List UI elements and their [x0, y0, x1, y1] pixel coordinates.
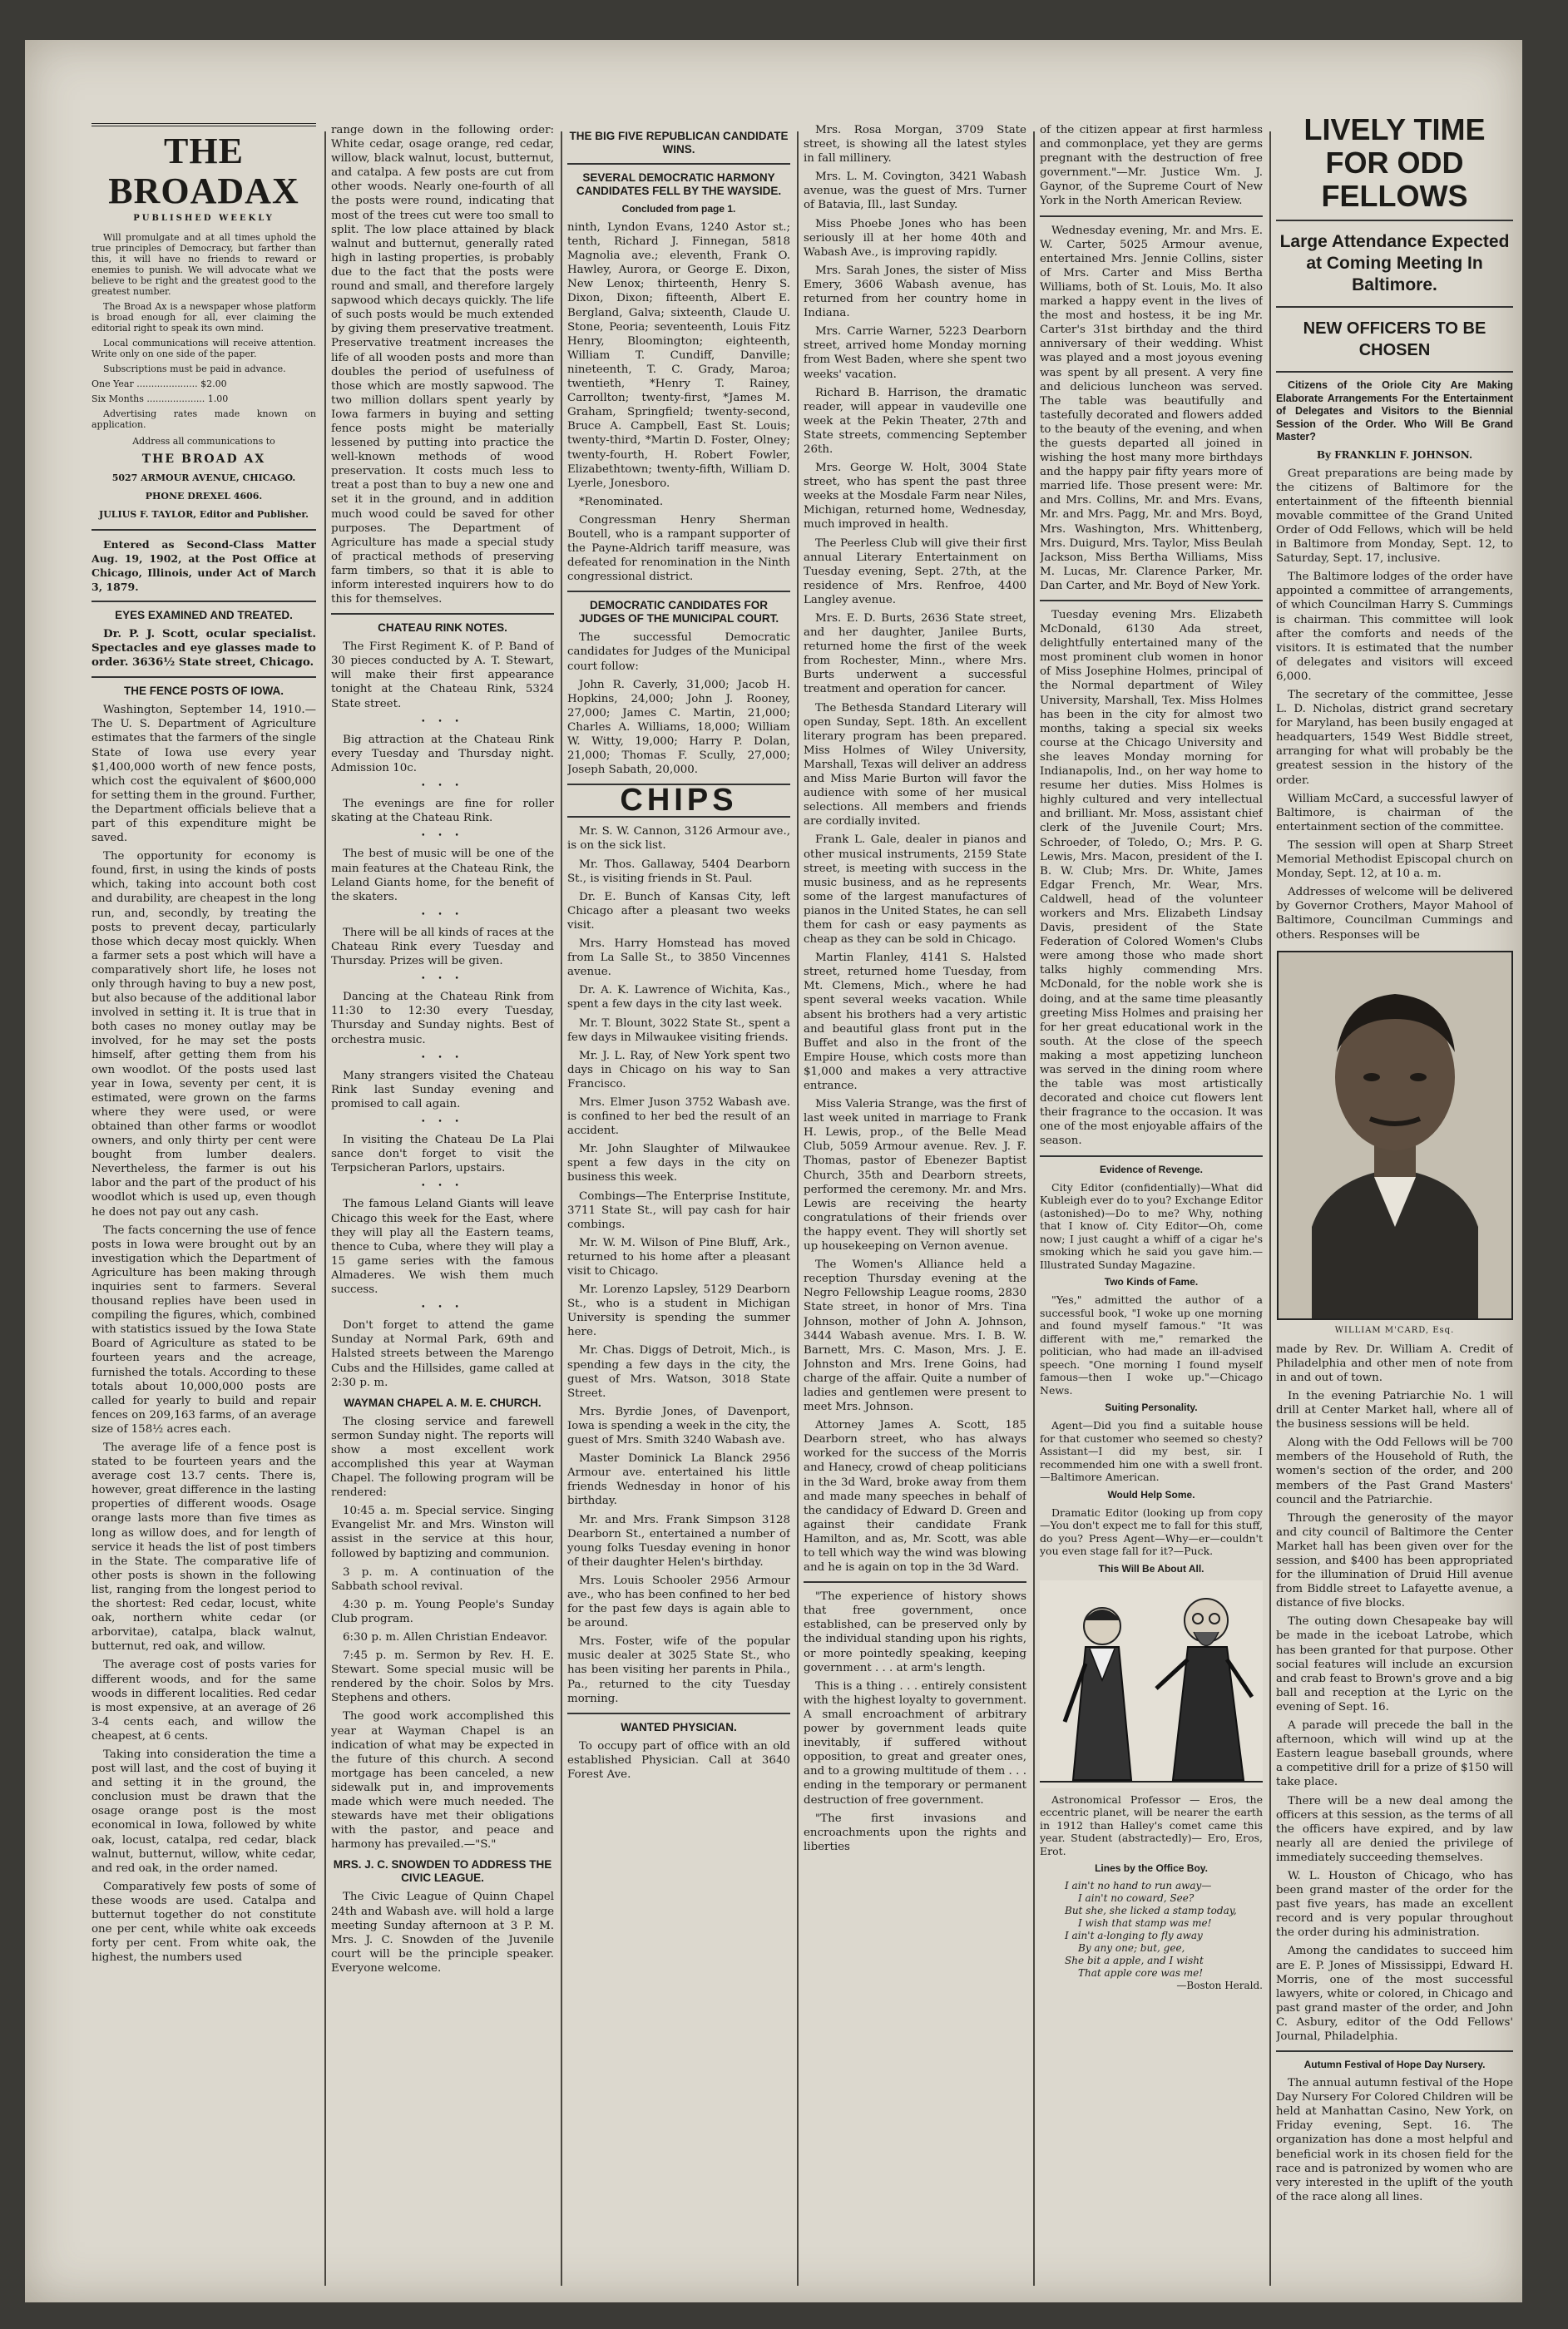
masthead-address-street: 5027 ARMOUR AVENUE, CHICAGO. — [111, 472, 296, 484]
personal-item: Mrs. E. D. Burts, 2636 State street, and her daughter, Janilee Burts, returned home the first of the week from Rochester, Minn., where Mrs. Burts underwent a successful treatment and operation for cancer. — [804, 612, 1026, 696]
odd-fellows-paragraph: William McCard, a successful lawyer of Baltimore, is chairman of the entertainment section of the committee. — [1276, 792, 1513, 833]
poem-line: I ain't no coward, See? — [1078, 1892, 1195, 1905]
chips-item: Combings—The Enterprise Institute, 3711 State St., will pay cash for hair combings. — [567, 1189, 790, 1231]
divider — [1276, 306, 1513, 308]
wayman-paragraph: The closing service and farewell sermon Sunday night. The reports will show a most excellent work accomplished this year at Wayman Chapel. The following program will be rendered: — [331, 1415, 554, 1500]
rink-note: The evenings are fine for roller skating at the Chateau Rink. — [331, 798, 554, 825]
rink-heading: CHATEAU RINK NOTES. — [378, 621, 507, 635]
chips-item: Mr. W. M. Wilson of Pine Bluff, Ark., returned to his home after a pleasant visit to Chicago. — [567, 1236, 790, 1278]
masthead-editor: JULIUS F. TAYLOR, Editor and Publisher. — [98, 509, 309, 521]
odd-fellows-paragraph: Great preparations are being made by the citizens of Baltimore for the entertainment of the fifteenth biennial movable committee of the Grand United Order of Odd Fellows, which will be held in Baltimore from Monday, Sept. 12, to Saturday, Sept. 17, inclusive. — [1276, 467, 1513, 566]
judges-heading: DEMOCRATIC CANDIDATES FOR JUDGES OF THE MUNICIPAL COURT. — [578, 599, 779, 626]
wayman-paragraph: 3 p. m. A continuation of the Sabbath school revival. — [331, 1565, 554, 1593]
portrait-caption: WILLIAM M'CARD, Esq. — [1334, 1325, 1455, 1335]
snowden-heading: MRS. J. C. SNOWDEN TO ADDRESS THE CIVIC LEAGUE. — [333, 1858, 552, 1885]
poem-line: But she, she licked a stamp today, — [1065, 1905, 1237, 1917]
revenge-heading: Evidence of Revenge. — [1099, 1163, 1204, 1175]
divider — [804, 1581, 1026, 1583]
cartoon-illustration — [1040, 1580, 1263, 1788]
chips-item: Mrs. Harry Homstead has moved from La Salle St., to 3850 Vincennes avenue. — [567, 937, 790, 979]
separator: • • • — [421, 1303, 464, 1313]
column-2 — [331, 123, 554, 2286]
odd-fellows-paragraph: The secretary of the committee, Jesse L. D. Nicholas, district grand secretary for Maryland, has been busily engaged at headquarters, 1549 West Biddle street, arranging for what will probably be the greatest session in the history of the order. — [1276, 689, 1513, 787]
gaynor-quote: "The first invasions and encroachments upon the rights and liberties — [804, 1812, 1026, 1853]
help-joke: Dramatic Editor (looking up from copy—You don't expect me to fall for this stuff, do you? Press Agent—Why—er—couldn't you even stage fall for it?—Puck. — [1040, 1506, 1263, 1558]
column-3 — [567, 123, 790, 2286]
poem-line: She bit a apple, and I wisht — [1065, 1955, 1204, 1967]
column-rule — [561, 131, 562, 2286]
divider — [567, 163, 790, 165]
masthead-platform: The Broad Ax is a newspaper whose platform is broad enough for all, ever claiming the editorial right to speak its own mind. — [92, 301, 316, 334]
chips-item: Mr. John Slaughter of Milwaukee spent a few days in the city on business this week. — [567, 1143, 790, 1184]
rink-note: The best of music will be one of the main features at the Chateau Rink, the Leland Giants home, for the benefit of the skaters. — [331, 848, 554, 903]
cartoon-caption: Astronomical Professor — Eros, the eccentric planet, will be nearer the earth in 1912 than Halley's comet came this year. Student (abstractedly)— Ero, Eros, Erot. — [1040, 1792, 1263, 1857]
chips-item: Mrs. Foster, wife of the popular music dealer at 3025 State St., who has been visiting her parents in Phila., Pa., returned to the city Tuesday morning. — [567, 1635, 790, 1705]
chips-item: Mr. Lorenzo Lapsley, 5129 Dearborn St., who is a student in Michigan University is spending the summer here. — [567, 1283, 790, 1339]
renominated-note: *Renominated. — [579, 495, 664, 508]
chips-item: Mrs. Elmer Juson 3752 Wabash ave. is confined to her bed the result of an accident. — [567, 1095, 790, 1138]
odd-fellows-paragraph: Along with the Odd Fellows will be 700 members of the Household of Ruth, the women's section of the order, and 200 members of the Past Grand Masters' council and the Patriarchie. — [1276, 1436, 1513, 1506]
wayman-paragraph: 10:45 a. m. Special service. Singing Evangelist Mr. and Mrs. Winston will assist in the service at this hour, followed by baptizing and communion. — [331, 1505, 554, 1560]
wayman-paragraph: 4:30 p. m. Young People's Sunday Club program. — [331, 1598, 554, 1625]
column-rule — [797, 131, 799, 2286]
divider — [1040, 215, 1263, 217]
masthead-local: Local communications will receive attention. Write only on one side of the paper. — [92, 338, 316, 360]
masthead-advertising: Advertising rates made known on application. — [92, 408, 316, 431]
cartoon-heading: This Will Be About All. — [1098, 1562, 1204, 1575]
personal-item: Attorney James A. Scott, 185 Dearborn street, who has always worked for the success of the Morris and Hanecy, crowd of cheap politicians in the 3d Ward, broke away from them and made many speeches in behalf of the candidacy of Edward D. Green and against their candidate Frank Hamilton, and as, Mr. Scott, was able to tell which way the wind was blowing and he is again on top in the 3d Ward. — [804, 1419, 1026, 1575]
divider — [567, 1713, 790, 1714]
masthead-subs: Subscriptions must be paid in advance. — [103, 363, 286, 375]
personal-item: Miss Phoebe Jones who has been seriously ill at her home 40th and Wabash Ave., is improving rapidly. — [804, 217, 1026, 259]
masthead-entered: Entered as Second-Class Matter Aug. 19, 1902, at the Post Office at Chicago, Illinois, under Act of March 3, 1879. — [92, 537, 316, 593]
column-4 — [804, 123, 1026, 2286]
chips-item: Mr. and Mrs. Frank Simpson 3128 Dearborn St., entertained a number of young folks Tuesday evening in honor of their daughter Helen's birthday. — [567, 1513, 790, 1569]
column-1 — [92, 123, 316, 2286]
masthead-one-year: One Year ..................... $2.00 — [92, 378, 227, 390]
masthead-address-name: THE BROAD AX — [141, 452, 266, 467]
personal-item: Martin Flanley, 4141 S. Halsted street, returned home Tuesday, from Mt. Clemens, Mich., where he had spent several weeks vacation. While absent his brothers had a very artistic and beautiful glass front put in the Buffet and also in the front of the Empire House, which costs more than $1,000 and makes a very attractive entrance. — [804, 952, 1026, 1092]
fence-paragraph: The opportunity for economy is found, first, in using the kinds of posts which, taking into account both cost and durability, are cheapest in the long run, and, secondly, by treating the posts to prevent decay, particularly those which decay most quickly. When a farmer sets a post which will have a comparatively short life, he loses not only through having to buy a new post, but also because of the additional labor involved in setting it. It is true that in both cases no money outlay may be involved, for he may set the posts himself, after getting them from his own woodlot. Of the posts used last year in Iowa, seventy per cent, it is estimated, were grown on the farms where they were used, or were obtained than other farms or woodlot owners, and only thirty per cent were bought from lumber dealers. Nevertheless, the farmer is out his labor and the part of the product of his woodlot which is used up, even though he does not pay out any cash. — [92, 850, 316, 1219]
chips-item: Mr. S. W. Cannon, 3126 Armour ave., is on the sick list. — [567, 825, 790, 853]
masthead-phone: PHONE DREXEL 4606. — [145, 491, 263, 502]
gaynor-quote-end: of the citizen appear at first harmless and commonplace, yet they are germs pregnant with the destruction of free government."—Mr. Justice Wm. J. Gaynor, of the Supreme Court of New York in the North American Review. — [1040, 124, 1263, 208]
rink-note: The First Regiment K. of P. Band of 30 pieces conducted by A. T. Stewart, will make their first appearance tonight at the Chateau Rink, 5324 State street. — [331, 640, 554, 710]
wayman-paragraph: 7:45 p. m. Sermon by Rev. H. E. Stewart. Some special music will be rendered by the choir. Solos by Mrs. Stephens and others. — [331, 1649, 554, 1705]
election-paragraph: Congressman Henry Sherman Boutell, who is a rampant supporter of the Payne-Aldrich tariff measure, was defeated for renomination in the Ninth congressional district. — [567, 513, 790, 584]
rink-note: There will be all kinds of races at the Chateau Rink every Tuesday and Thursday. Prizes will be given. — [331, 926, 554, 968]
revenge-joke: City Editor (confidentially)—What did Kubleigh ever do to you? Exchange Editor (astonished)—Do to me? Why, nothing that I know of. City Editor—Oh, come now; I just caught a whiff of a cigar he's smoking which he said you gave him.—Illustrated Sunday Magazine. — [1040, 1180, 1263, 1271]
divider — [92, 529, 316, 531]
personal-item: Mrs. Carrie Warner, 5223 Dearborn street, arrived home Monday morning from West Baden, where she spent two weeks' vacation. — [804, 325, 1026, 381]
fence-heading: THE FENCE POSTS OF IOWA. — [123, 685, 284, 698]
society-item: Wednesday evening, Mr. and Mrs. E. W. Carter, 5025 Armour avenue, entertained Mrs. Jennie Collins, sister of Mrs. Carter and Miss Bertha Williams, both of St. Louis, Mo. It also marked a happy event in the lives of the most and hostess, it be ing Mr. Carter's 31st birthday and the third anniversary of their wedding. Whist was played and a most joyous evening was spent by all present. A very fine and delicious luncheon was served. The table was beautifully and tastefully decorated and flowers added to the beauty of the evening, and when the guests departed all joined in wishing the host many more birthdays and the happy pair fifty years more of married life. Those present were: Mr. and Mrs. Collins, Mr. and Mrs. Evans, Mr. and Mrs. Pagg, Mr. and Mrs. Boyd, Mrs. Washington, Mrs. Whittenberg, Mrs. Duigurd, Mrs. Taylor, Miss Beulah Jackson, Miss Bertha Williams, Miss M. Lucas, Mr. Clarence Parker, Mr. Dan Carter, and Mr. Boyd of New York. — [1040, 224, 1263, 592]
separator: • • • — [421, 832, 464, 841]
odd-fellows-paragraph: Among the candidates to succeed him are E. P. Jones of Mississippi, Edward H. Morris, one of the most successful lawyers, white or colored, in Chicago and past grand master of the order, and John C. Asbury, editor of the Odd Fellows' Journal, Philadelphia. — [1276, 1945, 1513, 2043]
personal-item: Mrs. George W. Holt, 3004 State street, who has spent the past three weeks at the Mosdale Farm near Niles, Michigan, returned home, Wednesday, much improved in health. — [804, 462, 1026, 532]
festival-paragraph: The annual autumn festival of the Hope Day Nursery For Colored Children will be held at Manhattan Casino, New York, on Friday evening, Sept. 16. The organization has done a most helpful and beneficial work in its chosen field for the race and is patronized by women who are very interested in the uplift of the youth of the race along all lines. — [1276, 2077, 1513, 2203]
column-5 — [1040, 123, 1263, 2286]
wanted-paragraph: To occupy part of office with an old established Physician. Call at 3640 Forest Ave. — [567, 1739, 790, 1781]
odd-fellows-paragraph: Through the generosity of the mayor and city council of Baltimore the Center Market hall has been given over for the session, and $400 has been appropriated for the illumination of Druid Hill avenue from Biddle street to Lafayette avenue, a distance of five blocks. — [1276, 1511, 1513, 1610]
masthead-six-months: Six Months .................... 1.00 — [92, 393, 229, 405]
chips-item: Mr. Thos. Gallaway, 5404 Dearborn St., is visiting friends in St. Paul. — [567, 858, 790, 885]
odd-fellows-paragraph: The outing down Chesapeake bay will be made in the iceboat Latrobe, which has been granted for that purpose. Other social features will include an excursion and crab feast to Brown's grove and a big ball and reception at the Lyric on the evening of Sept. 16. — [1276, 1615, 1513, 1713]
masthead-address: Address all communications to — [132, 436, 275, 448]
odd-fellows-paragraph: There will be a new deal among the officers at this session, as the terms of all the officers have expired, and by law nearly all are denied the privilege of immediately succeeding themselves. — [1276, 1794, 1513, 1864]
poem — [1040, 1880, 1263, 1992]
divider — [1040, 1155, 1263, 1157]
separator: • • • — [421, 1053, 464, 1062]
chips-item: Mr. T. Blount, 3022 State St., spent a few days in Milwaukee visiting friends. — [567, 1016, 790, 1044]
rink-note: Big attraction at the Chateau Rink every Tuesday and Thursday night. Admission 10c. — [331, 733, 554, 774]
fence-paragraph: The average life of a fence post is stated to be fourteen years and the average cost 13.7 cents. There is, however, great difference in the lasting properties of different woods. Osage orange lasts more than five times as long as willow does, and for length of service it heads the list of post timbers in the State. The comparative life of other posts is shown in the following list, ranging from the longest period to the shortest: Red cedar, locust, white oak, northern white cedar (or arborvitae), catalpa, black walnut, butternut, red oak, and willow. — [92, 1441, 316, 1654]
help-heading: Would Help Some. — [1107, 1488, 1195, 1501]
officers-subhead: NEW OFFICERS TO BE CHOSEN — [1303, 319, 1486, 359]
separator: • • • — [421, 975, 464, 984]
republican-heading: THE BIG FIVE REPUBLICAN CANDIDATE WINS. — [569, 130, 789, 156]
chips-item: Dr. E. Bunch of Kansas City, left Chicago after a pleasant two weeks visit. — [567, 890, 790, 932]
wayman-paragraph: 6:30 p. m. Allen Christian Endeavor. — [343, 1631, 548, 1644]
odd-fellows-byline: By FRANKLIN F. JOHNSON. — [1316, 448, 1473, 461]
odd-fellows-subhead: Large Attendance Expected at Coming Meeting In Baltimore. — [1279, 232, 1510, 294]
separator: • • • — [421, 717, 464, 726]
odd-fellows-paragraph: made by Rev. Dr. William A. Credit of Philadelphia and other men of note from in and out of town. — [1276, 1343, 1513, 1384]
society-item: Tuesday evening Mrs. Elizabeth McDonald, 6130 Ada street, delightfully entertained many of the most prominent club women in honor of Miss Josephine Holmes, principal of the Normal department of Wiley University, Marshall, Tex. Miss Holmes has been in the city for almost two months, taking a special six weeks course at the Chicago University and she leaves Monday morning for Indianapolis, Ind., on her way home to resume her duties. Miss Holmes is highly cultured and very intellectual and brilliant. Mr. Moss, assistant chief clerk of the Juvenile Court; Mrs. Schroeder, of Toledo, O.; Mrs. P. G. Lewis, Mrs. Macon, president of the I. B. W. Club; Mrs. Dr. White, James Edgar French, Mr. Wear, Mrs. Caldwell, head of the volunteer workers and Mrs. Elizabeth Lindsay Davis, president of the State Federation of Colored Women's Clubs were among those who made short talks highly commending Mrs. McDonald, for the noble work she is doing, and at the same time pleasantly greeting Miss Holmes and praising her for her great educational work in the south. At the close of the speech making a most appetizing luncheon was served in the dining room where the table was most artistically decorated and choice cut flowers lent their fragrance to the occasion. It was one of the most enjoyable affairs of the season. — [1040, 609, 1263, 1148]
column-rule — [324, 131, 326, 2286]
wayman-paragraph: The good work accomplished this year at Wayman Chapel is an indication of what may be expected in the future of this church. A second mortgage has been canceled, a new sidewalk put in, and improvements made which were much needed. The stewards have met their obligations with the pastor, and peace and harmony has prevailed.—"S." — [331, 1710, 554, 1852]
chips-item: Mr. Chas. Diggs of Detroit, Mich., is spending a few days in the city, the guest of Mrs. Watson, 3018 State Street. — [567, 1344, 790, 1400]
wayman-heading: WAYMAN CHAPEL A. M. E. CHURCH. — [344, 1396, 542, 1409]
poem-heading: Lines by the Office Boy. — [1095, 1862, 1208, 1875]
chips-item: Mrs. Louis Schooler 2956 Armour ave., who has been confined to her bed for the past few days is again able to be around. — [567, 1574, 790, 1630]
fame-heading: Two Kinds of Fame. — [1104, 1276, 1199, 1288]
personal-item: The Bethesda Standard Literary will open Sunday, Sept. 18th. An excellent literary program has been prepared. Miss Holmes of Wiley University, Marshall, Texas will deliver an address and Miss Marie Burton will favor the audience with some of her musical selections. All members and friends are cordially invited. — [804, 701, 1026, 828]
chips-item: Mrs. Byrdie Jones, of Davenport, Iowa is spending a week in the city, the guest of Mrs. Smith 3240 Wabash ave. — [567, 1405, 790, 1447]
poem-line: By any one; but, gee, — [1078, 1942, 1185, 1955]
divider — [1276, 371, 1513, 373]
odd-fellows-paragraph: In the evening Patriarchie No. 1 will drill at Center Market hall, where all of the business sessions will be held. — [1276, 1389, 1513, 1432]
odd-fellows-paragraph: Addresses of welcome will be delivered by Governor Crothers, Mayor Mahool of Baltimore, Councilman Cummings and others. Responses will be — [1276, 886, 1513, 942]
poem-line: I ain't no hand to run away— — [1065, 1880, 1212, 1892]
divider — [1276, 220, 1513, 221]
masthead-title: THE BROADAX — [92, 123, 316, 211]
fence-paragraph: Taking into consideration the time a post will last, and the cost of buying it and setting it in the ground, the conclusion must be drawn that the osage orange post is the most economical in Iowa, followed by white oak, locust, catalpa, red cedar, black walnut, butternut, willow, white cedar, and red oak, in the order named. — [92, 1748, 316, 1875]
personal-item: Frank L. Gale, dealer in pianos and other musical instruments, 2159 State street, is meeting with success in the music business, and as he represents some of the largest manufactures of pianos in the United States, he can sell them for cash or easy payments as cheap as they can be sold in Chicago. — [804, 833, 1026, 947]
mccard-portrait — [1277, 951, 1513, 1320]
column-6 — [1276, 113, 1513, 2276]
separator: • • • — [421, 1118, 464, 1126]
personal-item: The Women's Alliance held a reception Thursday evening at the Negro Fellowship League rooms, 2830 State street, in honor of Mrs. Tina Johnson, mother of John A. Johnson, 3444 Wabash avenue. Mrs. I. B. W. Barnett, Mrs. C. Mason, Mrs. J. E. Johnston and Mrs. Irene Goins, had charge of the affair. Quite a number of ladies and gentlemen were present to meet Mrs. Johnson. — [804, 1258, 1026, 1414]
odd-fellows-paragraph: The session will open at Sharp Street Memorial Methodist Episcopal church on Monday, Sept. 12, at 10 a. m. — [1276, 838, 1513, 881]
rink-note: The famous Leland Giants will leave Chicago this week for the East, where they will play all the Eastern teams, thence to Cuba, where they will play a 15 game series with the famous Almaderes. We wish them much success. — [331, 1198, 554, 1297]
portrait-man-icon — [1279, 952, 1511, 1318]
poem-source: —Boston Herald. — [1176, 1980, 1263, 1992]
eyes-body: Dr. P. J. Scott, ocular specialist. Spectacles and eye glasses made to order. 3636½ State street, Chicago. — [92, 626, 316, 670]
judges-paragraph: John R. Caverly, 31,000; Jacob H. Hopkins, 24,000; John J. Rooney, 27,000; James C. Martin, 21,000; Charles A. Williams, 18,000; William W. Witty, 19,000; Harry P. Dolan, 21,000; Thomas F. Scully, 27,000; Joseph Sabath, 20,000. — [567, 678, 790, 777]
fence-paragraph: The average cost of posts varies for different woods, and for the same woods in different localities. Red cedar is most expensive, at an average of 26 3-4 cents each, and willow the cheapest, at 6 cents. — [92, 1659, 316, 1743]
divider — [567, 591, 790, 592]
odd-fellows-paragraph: A parade will precede the ball in the afternoon, which will wind up at the Eastern league baseball grounds, where a competitive drill for a prize of $150 will take place. — [1276, 1719, 1513, 1789]
personal-item: Mrs. Rosa Morgan, 3709 State street, is showing all the latest styles in fall millinery. — [804, 124, 1026, 166]
judges-paragraph: The successful Democratic candidates for Judges of the Municipal court follow: — [567, 631, 790, 673]
separator: • • • — [421, 1182, 464, 1191]
odd-fellows-paragraph: The Baltimore lodges of the order have appointed a committee of arrangements, of which Councilman Harry S. Cummings is chairman. This committee will look after the comforts and needs of the visitors. It is estimated that the number of delegates and visitors will exceed 6,000. — [1276, 571, 1513, 683]
personal-item: Miss Valeria Strange, was the first of last week united in marriage to Frank H. Lewis, prop., of the Belle Mead Club, 5059 Armour avenue. Rev. J. F. Thomas, pastor of Ebenezer Baptist Church, 35th and Dearborn streets, performed the ceremony. Mr. and Mrs. Lewis are receiving the hearty congratulations of their friends over the happy event. They will shortly set up housekeeping on Vernon avenue. — [804, 1098, 1026, 1254]
rink-note: In visiting the Chateau De La Plai sance don't forget to visit the Terpsicheran Parlors, upstairs. — [331, 1134, 554, 1175]
divider — [1276, 2050, 1513, 2052]
gaynor-quote: "The experience of history shows that free government, once established, can be preserved only by the individual standing upon his rights, or more pointedly speaking, keeping government . . . at arm's length. — [804, 1590, 1026, 1674]
chips-heading: CHIPS — [620, 783, 738, 818]
harmony-heading: SEVERAL DEMOCRATIC HARMONY CANDIDATES FELL BY THE WAYSIDE. — [576, 171, 782, 197]
suiting-heading: Suiting Personality. — [1105, 1402, 1198, 1414]
chips-item: Dr. A. K. Lawrence of Wichita, Kas., spent a few days in the city last week. — [567, 984, 790, 1011]
eyes-heading: EYES EXAMINED AND TREATED. — [115, 608, 293, 621]
separator: • • • — [421, 782, 464, 791]
odd-fellows-deck: Citizens of the Oriole City Are Making Elaborate Arrangements For the Entertainment of Delegates and Visitors to the Biennial Session of the Order. Who Will Be Grand Master? — [1276, 379, 1513, 443]
personal-item: Mrs. L. M. Covington, 3421 Wabash avenue, was the guest of Mrs. Turner of Batavia, Ill., last Sunday. — [804, 171, 1026, 212]
separator: • • • — [421, 910, 464, 919]
festival-heading: Autumn Festival of Hope Day Nursery. — [1303, 2059, 1486, 2071]
fence-paragraph: Washington, September 14, 1910.— The U. S. Department of Agriculture estimates that the farmers of the single State of Iowa use every year $1,400,000 worth of new fence posts, which cost the equivalent of $600,000 for setting them in the ground. Further, the Department officials believe that a part of this expenditure might be saved. — [92, 704, 316, 845]
masthead — [92, 123, 316, 602]
rink-note: Dancing at the Chateau Rink from 11:30 to 12:30 every Tuesday, Thursday and Sunday nights. Best of orchestra music. — [331, 991, 554, 1046]
fame-joke: "Yes," admitted the author of a successful book, "I woke up one morning and found myself famous." "It was different with me," remarked the politician, who had made an ill-advised speech. "One morning I found myself famous—then I woke up."—Chicago News. — [1040, 1293, 1263, 1397]
poem-line: I ain't a-longing to fly away — [1065, 1930, 1203, 1942]
personal-item: Richard B. Harrison, the dramatic reader, will appear in vaudeville one week at the Pekin Theater, 27th and State streets, commencing September 26th. — [804, 386, 1026, 456]
chips-item: Mr. J. L. Ray, of New York spent two days in Chicago on his way to San Francisco. — [567, 1049, 790, 1090]
masthead-published: PUBLISHED WEEKLY — [133, 214, 275, 223]
odd-fellows-paragraph: W. L. Houston of Chicago, who has been grand master of the order for the past five years, has made an excellent record and is very popular throughout the order during his administration. — [1276, 1869, 1513, 1940]
election-paragraph: ninth, Lyndon Evans, 1240 Astor st.; tenth, Richard J. Finnegan, 5818 Magnolia ave.; eleventh, Frank O. Hawley, Aurora, or George E. Dixon, New Lenox; thirteenth, Henry S. Dixon, Dixon; fifteenth, Albert E. Bergland, Galva; sixteenth, Claude U. Stone, Peoria; seventeenth, Louis Fitz Henry, Bloomington; eighteenth, William T. Cundiff, Danville; nineteenth, T. C. Grady, Maroa; twentieth, *Henry T. Rainey, Carrollton; twenty-first, *James M. Graham, Springfield; twenty-second, Bruce A. Campbell, East St. Louis; twenty-third, *Martin D. Foster, Olney; twenty-fourth, H. Robert Fowler, Elizabethtown; twenty-fifth, William D. Lyerle, Jonesboro. — [567, 221, 790, 490]
chips-item: Master Dominick La Blanck 2956 Armour ave. entertained his little friends Wednesday in honor of his birthday. — [567, 1452, 790, 1508]
personal-item: The Peerless Club will give their first annual Literary Entertainment on Tuesday evening, Sept. 27th, at the residence of Mrs. Renfroe, 4400 Langley avenue. — [804, 537, 1026, 606]
divider — [331, 613, 554, 615]
odd-fellows-headline: LIVELY TIME FOR ODD FELLOWS — [1303, 113, 1486, 213]
poem-line: I wish that stamp was me! — [1078, 1917, 1212, 1930]
divider — [92, 601, 316, 602]
cartoon-figures-icon — [1040, 1580, 1263, 1788]
divider — [92, 676, 316, 678]
concluded-note: Concluded from page 1. — [621, 203, 736, 215]
personal-item: Mrs. Sarah Jones, the sister of Miss Emery, 3606 Wabash avenue, has returned from her country home in Indiana. — [804, 264, 1026, 320]
snowden-paragraph: The Civic League of Quinn Chapel 24th and Wabash ave. will hold a large meeting Sunday afternoon at 3 P. M. Mrs. J. C. Snowden of the Juvenile court will be the principle speaker. Everyone welcome. — [331, 1891, 554, 1975]
fence-continued: range down in the following order: White cedar, osage orange, red cedar, willow, black walnut, locust, butternut, and catalpa. A few posts are cut from other woods. Nearly one-fourth of all the posts were round, indicating that most of the trees cut were too small to split. The low place attained by black walnut and butternut, generally rated high in lasting properties, is probably due to the fact that the posts were round and small, and therefore largely sapwood which decays quickly. The life of such posts would be much extended by giving them preservative treatment. Preservative treatment increases the life of all wooden posts and more than doubles the period of usefulness of those which are mostly sapwood. The two million dollars spent yearly by Iowa farmers in buying and setting fence posts might be materially lessened by putting into practice the well-known methods of wood preservation. It costs much less to treat a post than to buy a new one and set it in the ground, and in addition much wood could be saved for other purposes. The Department of Agriculture has made a special study of practical methods of preserving farm timbers, so that it is able to inform interested inquirers how to do this for themselves. — [331, 124, 554, 606]
column-rule — [1033, 131, 1035, 2286]
column-rule — [1269, 131, 1271, 2286]
newspaper-page — [25, 40, 1522, 2302]
fence-paragraph: Comparatively few posts of some of these woods are used. Catalpa and butternut together do not constitute one per cent, while white oak exceeds forty per cent. From white oak, the highest, the numbers used — [92, 1880, 316, 1965]
poem-line: That apple core was me! — [1078, 1967, 1204, 1980]
rink-note: Don't forget to attend the game Sunday at Normal Park, 69th and Halsted streets between the Marengo Cubs and the Hillsides, game called at 2:30 p. m. — [331, 1319, 554, 1389]
suiting-joke: Agent—Did you find a suitable house for that customer who seemed so chesty? Assistant—I did my best, sir. I recommended him one with a swell front.—Baltimore American. — [1040, 1419, 1263, 1484]
wanted-heading: WANTED PHYSICIAN. — [621, 1720, 737, 1733]
gaynor-quote: This is a thing . . . entirely consistent with the highest loyalty to government. A small encroachment of arbitrary power by government leads quite inevitably, if suffered without opposition, to great and greater ones, and to a growing multitude of them . . . ending in the temporary or permanent destruction of free government. — [804, 1679, 1026, 1807]
divider — [1040, 600, 1263, 601]
masthead-policy: Will promulgate and at all times uphold the true principles of Democracy, but farther than this, it will have no friends to reward or enemies to punish. We will advocate what we believe to be right and the greatest good to the greatest number. — [92, 232, 316, 298]
rink-note: Many strangers visited the Chateau Rink last Sunday evening and promised to call again. — [331, 1069, 554, 1110]
fence-paragraph: The facts concerning the use of fence posts in Iowa were brought out by an investigation which the Department of Agriculture has been making through inquiries sent to farmers. Several thousand replies have been used in compiling the figures, which, combined with statistics issued by the Iowa State Board of Agriculture as stated to be fourteen years and the acreage, furnished the totals. According to these totals about 10,000,000 posts are called for yearly to build and repair fences on 209,163 farms, of an average size of 158½ acres each. — [92, 1224, 316, 1436]
